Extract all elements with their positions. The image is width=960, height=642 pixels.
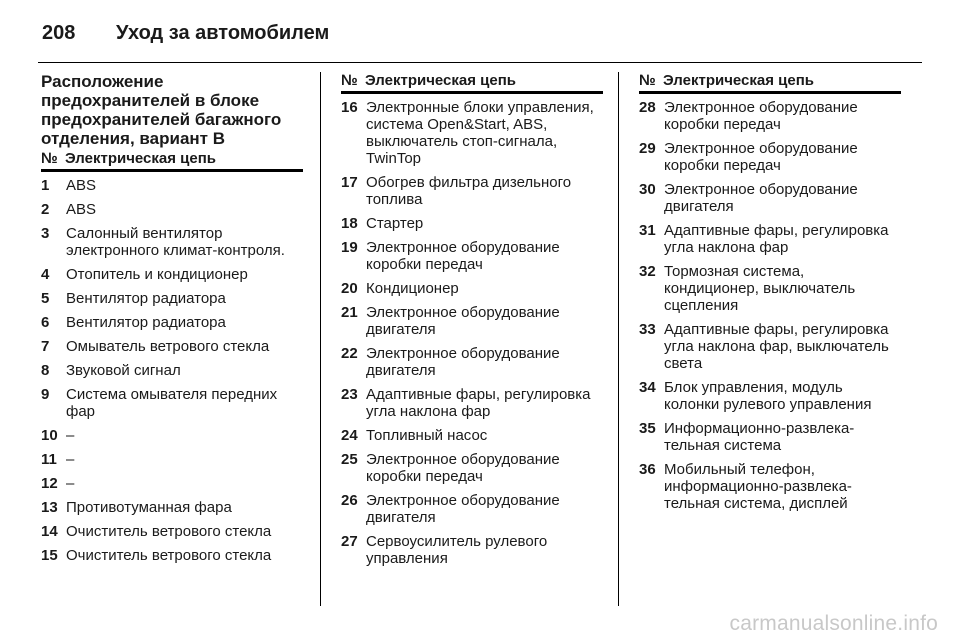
fuse-number: 8 (41, 362, 50, 379)
fuse-row (341, 386, 603, 420)
fuse-circuit: Адаптивные фары, регулировка угла наклона фар (664, 222, 889, 256)
fuse-number: 30 (639, 181, 656, 198)
fuse-number: 15 (41, 547, 58, 564)
fuse-row (341, 174, 603, 208)
fuse-circuit: Электронное оборудование двигателя (366, 492, 560, 526)
table-header (639, 72, 901, 94)
fuse-row (41, 290, 303, 307)
fuse-row (341, 533, 603, 567)
fuse-circuit: Электронное оборудование двигателя (664, 181, 858, 215)
column-divider (618, 72, 619, 606)
fuse-circuit: – (66, 451, 75, 468)
fuse-number: 12 (41, 475, 58, 492)
fuse-circuit: ABS (66, 201, 97, 218)
fuse-row (639, 379, 901, 413)
fuse-number: 4 (41, 266, 50, 283)
fuse-number: 11 (41, 451, 57, 468)
column-divider (320, 72, 321, 606)
fuse-circuit: Блок управления, модуль колонки рулевого управления (664, 379, 872, 413)
header-number: № (341, 72, 358, 89)
fuse-circuit: Топливный насос (366, 427, 488, 444)
fuse-circuit: Адаптивные фары, регулировка угла наклона фар, выключатель света (664, 321, 889, 372)
fuse-row (341, 215, 603, 232)
fuse-number: 22 (341, 345, 358, 362)
fuse-row (341, 427, 603, 444)
page-number: 208 (42, 22, 76, 44)
fuse-circuit: Противотуманная фара (66, 499, 232, 516)
fuse-circuit: Звуковой сигнал (66, 362, 181, 379)
fuse-column-2 (341, 72, 603, 574)
fuse-rows (639, 99, 901, 512)
fuse-row (341, 345, 603, 379)
fuse-row (41, 547, 303, 564)
fuse-circuit: Система омывателя передних фар (66, 386, 278, 420)
fuse-number: 19 (341, 239, 358, 256)
fuse-row (341, 280, 603, 297)
fuse-row (41, 266, 303, 283)
fuse-circuit: ABS (66, 177, 97, 194)
fuse-circuit: Вентилятор радиатора (66, 314, 226, 331)
header-number: № (639, 72, 656, 89)
fuse-circuit: Информационно-развлека-тельная система (664, 420, 855, 454)
fuse-row (41, 427, 303, 444)
fuse-row (341, 451, 603, 485)
fuse-circuit: Очиститель ветрового стекла (66, 523, 272, 540)
fuse-circuit: Электронное оборудование коробки передач (366, 451, 560, 485)
fuse-number: 3 (41, 225, 50, 242)
fuse-number: 6 (41, 314, 50, 331)
fuse-circuit: Омыватель ветрового стекла (66, 338, 270, 355)
fuse-row (341, 492, 603, 526)
fuse-row (639, 321, 901, 372)
fuse-row (41, 338, 303, 355)
fuse-number: 35 (639, 420, 656, 437)
header-number: № (41, 150, 58, 167)
fuse-row (41, 225, 303, 259)
fuse-number: 23 (341, 386, 358, 403)
fuse-circuit: Тормозная система, кондиционер, выключатель сцепления (664, 263, 856, 314)
fuse-number: 9 (41, 386, 50, 403)
fuse-row (639, 461, 901, 512)
fuse-row (41, 475, 303, 492)
fuse-circuit: Салонный вентилятор электронного климат-контроля. (66, 225, 285, 259)
table-header (41, 150, 303, 172)
fuse-row (341, 99, 603, 167)
fuse-circuit: Электронное оборудование двигателя (366, 345, 560, 379)
fuse-row (639, 420, 901, 454)
fuse-circuit: – (66, 427, 75, 444)
fuse-circuit: Электронное оборудование двигателя (366, 304, 560, 338)
fuse-number: 24 (341, 427, 358, 444)
fuse-number: 17 (341, 174, 358, 191)
fuse-number: 14 (41, 523, 58, 540)
fuse-number: 29 (639, 140, 656, 157)
fuse-row (41, 499, 303, 516)
fuse-row (639, 263, 901, 314)
fuse-circuit: Очиститель ветрового стекла (66, 547, 272, 564)
fuse-number: 27 (341, 533, 358, 550)
fuse-circuit: Обогрев фильтра дизельного топлива (366, 174, 572, 208)
fuse-number: 16 (341, 99, 358, 116)
fuse-circuit: Стартер (366, 215, 424, 232)
fuse-number: 10 (41, 427, 58, 444)
header-circuit: Электрическая цепь (65, 150, 217, 167)
fuse-rows (41, 177, 303, 564)
fuse-row (341, 239, 603, 273)
fuse-number: 2 (41, 201, 50, 218)
fuse-number: 5 (41, 290, 50, 307)
fuse-circuit: Кондиционер (366, 280, 459, 297)
fuse-row (341, 304, 603, 338)
fuse-number: 21 (341, 304, 358, 321)
fuse-number: 25 (341, 451, 358, 468)
page-title: Уход за автомобилем (116, 22, 330, 44)
header-circuit: Электрическая цепь (663, 72, 815, 89)
fuse-number: 34 (639, 379, 656, 396)
fuse-circuit: Сервоусилитель рулевого управления (366, 533, 548, 567)
fuse-row (639, 181, 901, 215)
fuse-column-3 (639, 72, 901, 519)
fuse-number: 26 (341, 492, 358, 509)
fuse-row (41, 451, 303, 468)
table-header (341, 72, 603, 94)
watermark: carmanualsonline.info (729, 612, 938, 635)
fuse-row (639, 99, 901, 133)
fuse-row (41, 314, 303, 331)
fuse-circuit: – (66, 475, 75, 492)
fuse-number: 28 (639, 99, 656, 116)
page-header (38, 14, 922, 63)
fuse-number: 32 (639, 263, 656, 280)
fuse-row (41, 362, 303, 379)
fuse-row (639, 140, 901, 174)
fuse-circuit: Электронные блоки управления, система Open&Start, ABS, выключатель стоп-сигнала, TwinTop (366, 99, 594, 167)
fuse-circuit: Вентилятор радиатора (66, 290, 226, 307)
fuse-number: 13 (41, 499, 58, 516)
fuse-number: 18 (341, 215, 358, 232)
fuse-number: 1 (41, 177, 50, 194)
fuse-rows (341, 99, 603, 567)
section-title: Расположение предохранителей в блоке предохранителей багажного отделения, вариант B (41, 72, 282, 148)
fuse-number: 33 (639, 321, 656, 338)
fuse-row (41, 386, 303, 420)
fuse-circuit: Электронное оборудование коробки передач (664, 140, 858, 174)
fuse-circuit: Отопитель и кондиционер (66, 266, 248, 283)
fuse-number: 7 (41, 338, 50, 355)
header-circuit: Электрическая цепь (365, 72, 517, 89)
fuse-number: 20 (341, 280, 358, 297)
fuse-number: 31 (639, 222, 656, 239)
fuse-row (41, 523, 303, 540)
fuse-row (41, 177, 303, 194)
fuse-number: 36 (639, 461, 656, 478)
fuse-row (639, 222, 901, 256)
fuse-circuit: Адаптивные фары, регулировка угла наклона фар (366, 386, 591, 420)
fuse-circuit: Мобильный телефон, информационно-развлека-тельная система, дисплей (664, 461, 852, 512)
fuse-row (41, 201, 303, 218)
fuse-circuit: Электронное оборудование коробки передач (366, 239, 560, 273)
fuse-column-1 (41, 72, 303, 571)
fuse-circuit: Электронное оборудование коробки передач (664, 99, 858, 133)
